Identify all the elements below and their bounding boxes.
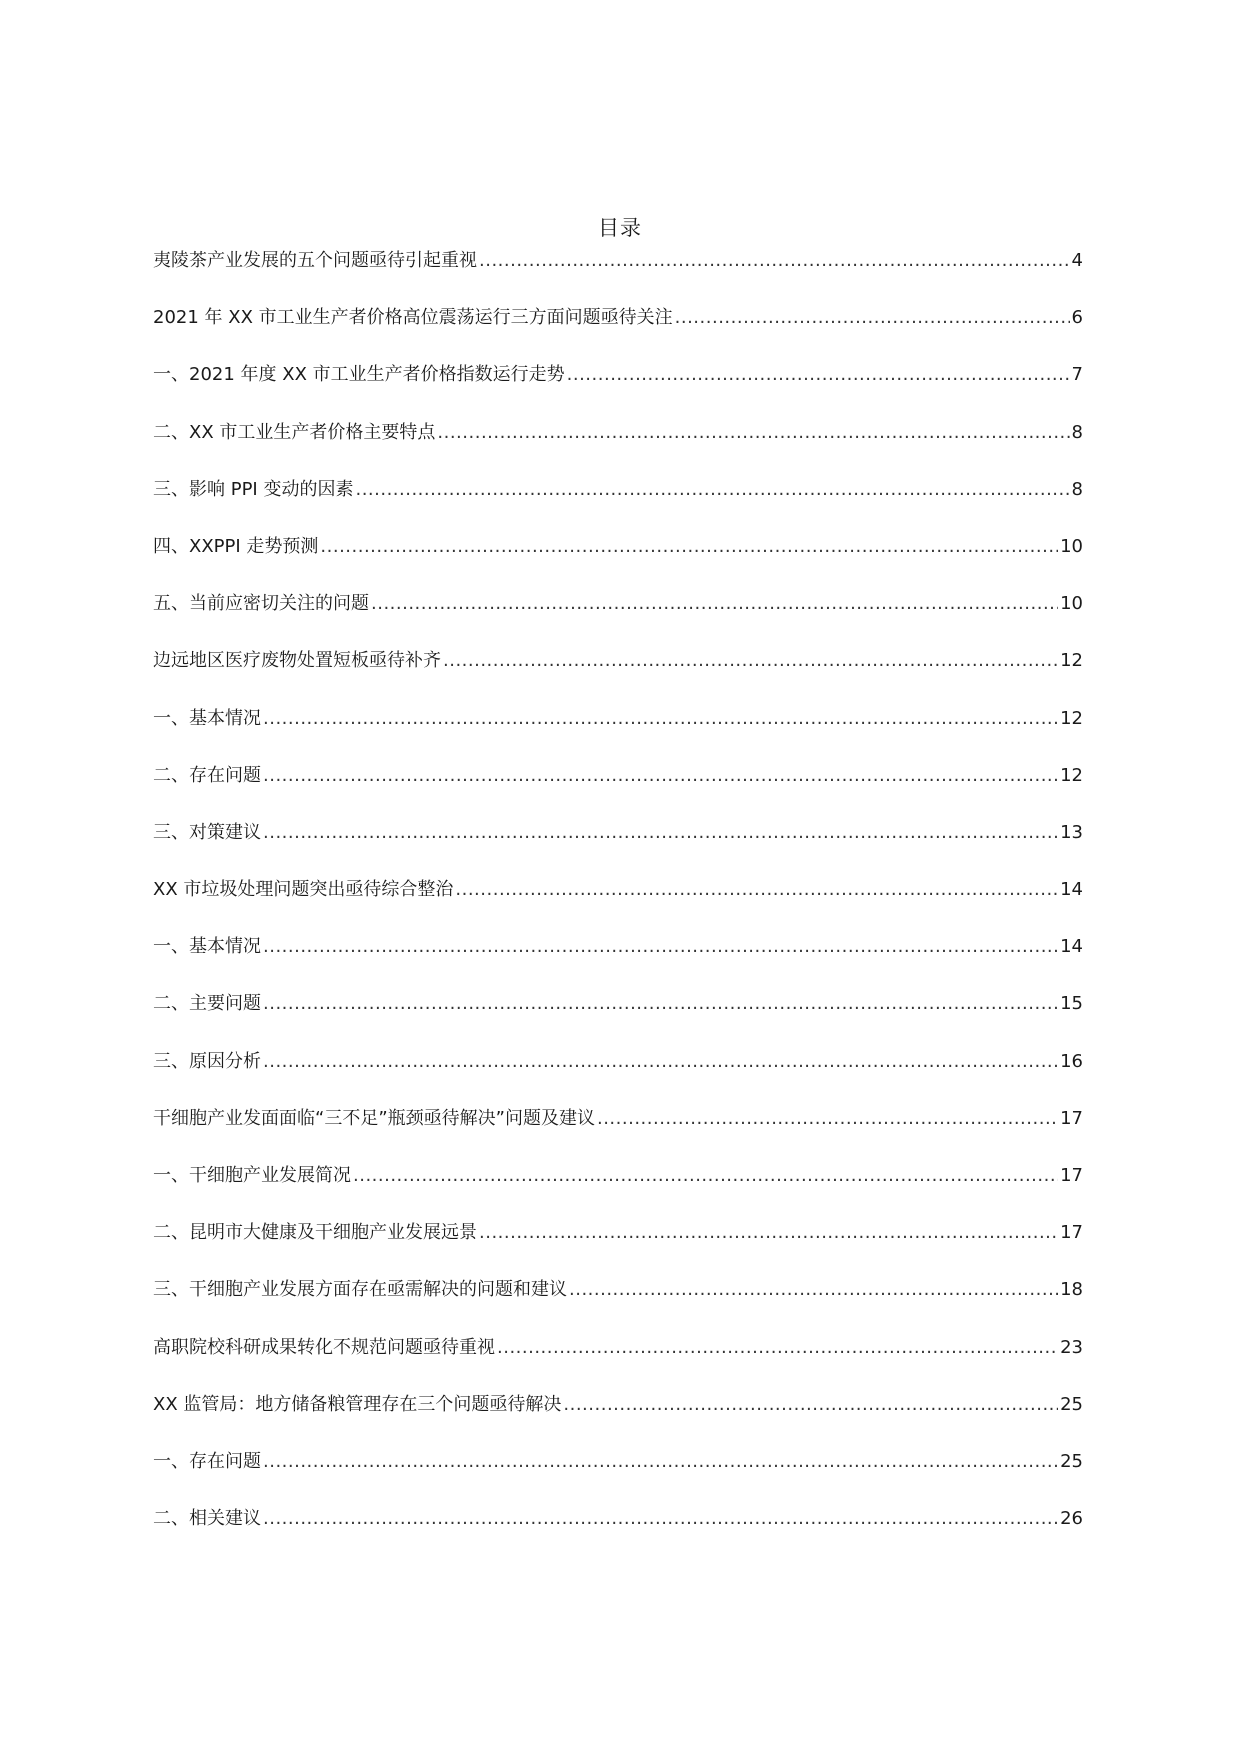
toc-entry[interactable] [153, 304, 1083, 361]
toc-entry-page: 14 [1060, 936, 1083, 958]
toc-leader-dots [479, 1219, 1058, 1247]
toc-entry[interactable] [153, 533, 1083, 590]
toc-entry-page: 17 [1060, 1165, 1083, 1186]
toc-entry-page: 26 [1060, 1508, 1083, 1530]
toc-entry[interactable] [153, 419, 1083, 476]
toc-title: 目录 [598, 216, 642, 240]
toc-entry-text: 一、存在问题 [153, 1450, 261, 1472]
toc-entry[interactable] [153, 705, 1083, 762]
toc-entry[interactable] [153, 762, 1083, 819]
toc-leader-dots [263, 933, 1058, 961]
toc-entry-page: 12 [1060, 650, 1083, 672]
toc-entry-page: 18 [1060, 1279, 1083, 1301]
toc-leader-dots [263, 705, 1058, 733]
toc-entry[interactable] [153, 247, 1083, 304]
toc-entry-page: 23 [1060, 1336, 1083, 1358]
toc-list [153, 247, 1083, 1562]
toc-entry[interactable] [153, 819, 1083, 876]
toc-leader-dots [563, 1391, 1058, 1419]
toc-entry-text: 三、干细胞产业发展方面存在亟需解决的问题和建议 [153, 1279, 567, 1301]
toc-entry[interactable] [153, 361, 1083, 418]
toc-entry-text: 二、主要问题 [153, 993, 261, 1015]
toc-entry-text: 四、XXPPI 走势预测 [153, 535, 319, 557]
toc-entry-text: 三、影响 PPI 变动的因素 [153, 478, 354, 500]
toc-entry-page: 4 [1071, 250, 1083, 271]
toc-leader-dots [569, 1276, 1058, 1304]
toc-entry-text: 一、基本情况 [153, 936, 261, 958]
toc-entry-text: 一、干细胞产业发展简况 [153, 1165, 351, 1186]
toc-leader-dots [675, 304, 1070, 332]
toc-entry-page: 12 [1060, 764, 1083, 786]
toc-leader-dots [263, 762, 1058, 790]
toc-entry-text: XX 市垃圾处理问题突出亟待综合整治 [153, 879, 454, 901]
toc-entry-text: 夷陵茶产业发展的五个问题亟待引起重视 [153, 250, 477, 271]
toc-entry[interactable] [153, 1505, 1083, 1562]
toc-entry[interactable] [153, 876, 1083, 933]
toc-leader-dots [371, 590, 1058, 618]
toc-entry[interactable] [153, 590, 1083, 647]
toc-entry-page: 7 [1071, 364, 1083, 386]
toc-leader-dots [320, 533, 1058, 561]
toc-entry-page: 17 [1060, 1222, 1083, 1244]
toc-entry-text: 二、相关建议 [153, 1508, 261, 1530]
toc-entry[interactable] [153, 1391, 1083, 1448]
toc-entry-text: 二、存在问题 [153, 764, 261, 786]
toc-entry-text: 高职院校科研成果转化不规范问题亟待重视 [153, 1336, 495, 1358]
toc-entry[interactable] [153, 476, 1083, 533]
toc-leader-dots [355, 476, 1069, 504]
toc-entry-page: 12 [1060, 707, 1083, 729]
toc-leader-dots [437, 419, 1069, 447]
toc-entry-page: 8 [1071, 421, 1083, 443]
toc-entry-text: 一、基本情况 [153, 707, 261, 729]
toc-entry-page: 14 [1060, 879, 1083, 901]
toc-entry-text: XX 监管局：地方储备粮管理存在三个问题亟待解决 [153, 1393, 562, 1415]
toc-entry-text: 三、原因分析 [153, 1050, 261, 1072]
toc-entry-text: 二、昆明市大健康及干细胞产业发展远景 [153, 1222, 477, 1244]
toc-leader-dots [353, 1162, 1058, 1190]
toc-entry-page: 16 [1060, 1050, 1083, 1072]
toc-leader-dots [455, 876, 1058, 904]
toc-entry-page: 25 [1060, 1450, 1083, 1472]
toc-entry[interactable] [153, 647, 1083, 704]
toc-entry[interactable] [153, 933, 1083, 990]
toc-entry-text: 二、XX 市工业生产者价格主要特点 [153, 421, 436, 443]
toc-leader-dots [263, 1448, 1058, 1476]
toc-entry-page: 17 [1060, 1107, 1083, 1129]
toc-entry[interactable] [153, 990, 1083, 1047]
toc-leader-dots [263, 1505, 1058, 1533]
toc-entry[interactable] [153, 1219, 1083, 1276]
toc-entry[interactable] [153, 1276, 1083, 1333]
toc-entry[interactable] [153, 1334, 1083, 1391]
toc-entry-text: 一、2021 年度 XX 市工业生产者价格指数运行走势 [153, 364, 565, 386]
toc-entry-page: 10 [1060, 593, 1083, 615]
toc-entry[interactable] [153, 1162, 1083, 1219]
toc-leader-dots [497, 1334, 1058, 1362]
toc-entry-text: 五、当前应密切关注的问题 [153, 593, 369, 615]
toc-leader-dots [443, 647, 1058, 675]
toc-entry[interactable] [153, 1448, 1083, 1505]
toc-entry-page: 15 [1060, 993, 1083, 1015]
toc-leader-dots [263, 990, 1058, 1018]
toc-entry-text: 2021 年 XX 市工业生产者价格高位震荡运行三方面问题亟待关注 [153, 307, 673, 329]
toc-entry[interactable] [153, 1105, 1083, 1162]
toc-entry-text: 干细胞产业发面面临“三不足”瓶颈亟待解决”问题及建议 [153, 1107, 595, 1129]
toc-entry-text: 边远地区医疗废物处置短板亟待补齐 [153, 650, 441, 672]
toc-leader-dots [263, 819, 1058, 847]
toc-entry-page: 25 [1060, 1393, 1083, 1415]
toc-entry-page: 10 [1060, 535, 1083, 557]
toc-entry-text: 三、对策建议 [153, 821, 261, 843]
toc-leader-dots [597, 1105, 1058, 1133]
toc-entry-page: 6 [1071, 307, 1083, 329]
toc-leader-dots [567, 361, 1070, 389]
toc-entry[interactable] [153, 1048, 1083, 1105]
toc-leader-dots [479, 247, 1070, 275]
toc-leader-dots [263, 1048, 1058, 1076]
toc-entry-page: 13 [1060, 821, 1083, 843]
toc-entry-page: 8 [1071, 478, 1083, 500]
